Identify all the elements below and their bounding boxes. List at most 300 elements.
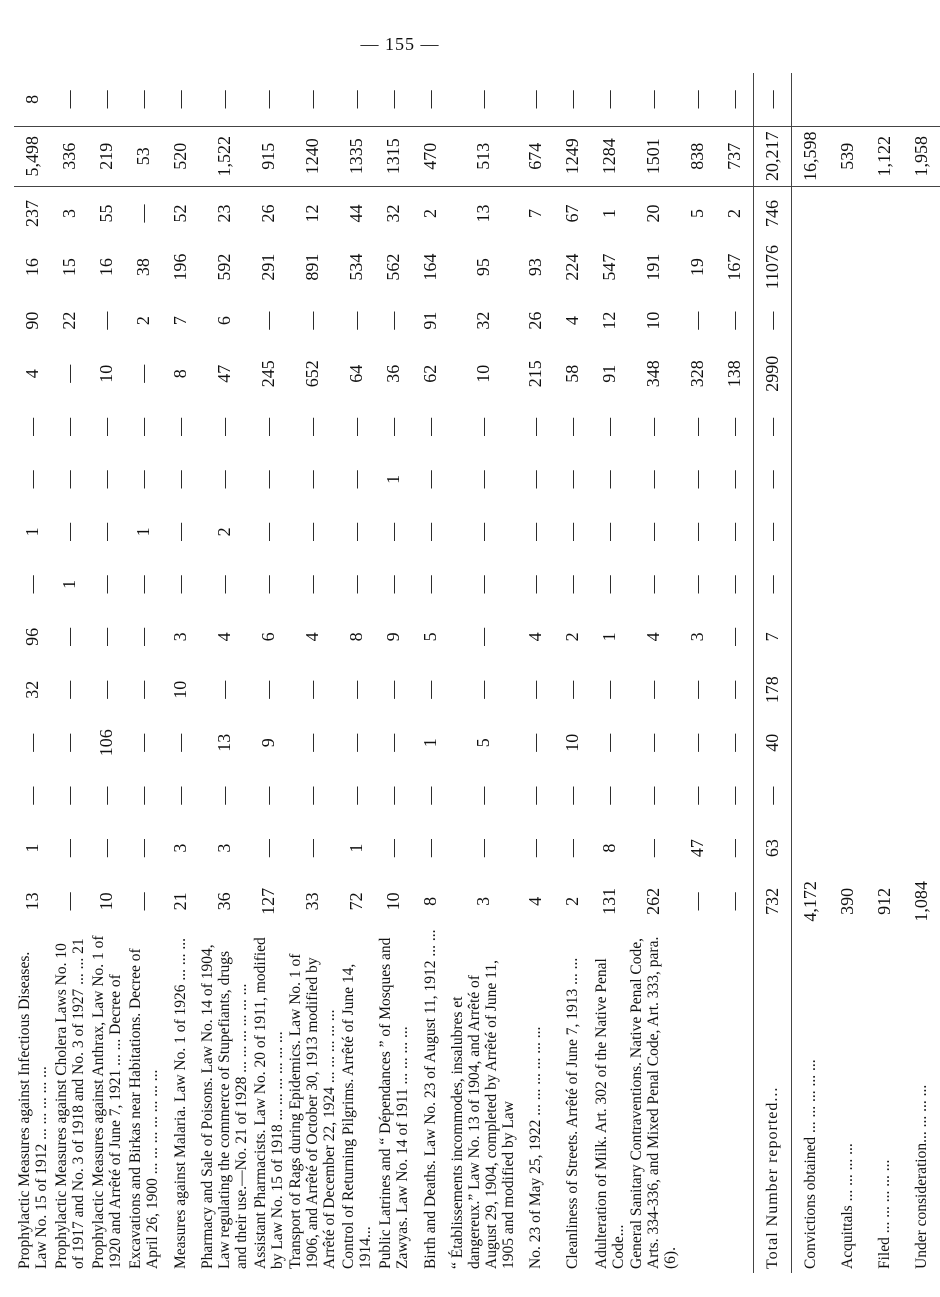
table-cell: — (754, 73, 792, 126)
table-cell: — (754, 453, 792, 506)
table-cell: — (754, 506, 792, 559)
table-cell: — (346, 522, 366, 541)
table-cell: — (302, 417, 322, 436)
table-cell: 10 (383, 892, 403, 911)
table-cell: 13 (22, 892, 42, 911)
table-cell: 10 (170, 680, 190, 699)
empty-cell (903, 822, 940, 875)
table-row (287, 73, 338, 1273)
empty-cell (866, 716, 903, 769)
table-cell: — (383, 786, 403, 805)
row-label: Excavations and Birkas near Habitations. Decree of April 26, 1900 ... ... ... ... ... ... ... (126, 948, 161, 1269)
table-cell: 245 (258, 360, 278, 388)
table-cell: — (724, 311, 744, 330)
table-row (591, 73, 628, 1273)
disposal-value-a: 1,084 (911, 881, 931, 922)
table-cell: 20 (643, 204, 663, 223)
table-cell: 53 (125, 126, 162, 186)
table-cell: 64 (346, 364, 366, 383)
table-cell: 47 (687, 839, 707, 858)
empty-cell (866, 294, 903, 347)
table-cell: — (96, 417, 116, 436)
table-cell: 1 (420, 738, 440, 748)
table-cell: 15 (59, 258, 79, 277)
table-cell: — (302, 311, 322, 330)
table-row (375, 73, 412, 1273)
table-cell: — (214, 90, 234, 109)
table-cell: 1335 (338, 126, 375, 186)
table-row (250, 73, 287, 1273)
table-cell: 1 (383, 474, 403, 484)
table-cell: — (525, 575, 545, 594)
table-cell: 21 (170, 892, 190, 911)
table-cell: — (525, 90, 545, 109)
table-cell: — (562, 786, 582, 805)
table-cell: 336 (51, 126, 88, 186)
table-cell: 3 (214, 843, 234, 853)
table-cell: — (96, 627, 116, 646)
table-cell: — (346, 311, 366, 330)
empty-cell (829, 401, 866, 454)
table-cell: — (687, 575, 707, 594)
table-cell: — (346, 470, 366, 489)
table-cell: — (420, 839, 440, 858)
table-cell: — (562, 417, 582, 436)
row-label: Prophylactic Measures against Anthrax, Law No. 1 of 1920 and Arrêté of June 7, 1921 ... ... Decree of (89, 935, 124, 1269)
table-cell: — (96, 522, 116, 541)
table-cell: 2 (420, 208, 440, 218)
table-cell: — (96, 470, 116, 489)
table-row (412, 73, 449, 1273)
table-cell: — (383, 680, 403, 699)
table-cell: 328 (687, 360, 707, 388)
table-cell: — (472, 90, 493, 109)
table-cell: 58 (562, 364, 582, 383)
table-cell: — (258, 839, 278, 858)
table-cell: 4 (525, 632, 545, 642)
empty-cell (903, 663, 940, 716)
table-cell: — (599, 575, 619, 594)
table-cell: 196 (170, 253, 190, 281)
table-row (338, 73, 375, 1273)
table-cell: 8 (420, 896, 440, 906)
disposal-label: Acquittals ... ... ... ... (839, 1143, 856, 1269)
empty-cell (903, 73, 940, 126)
disposal-row (829, 73, 866, 1273)
table-cell: — (599, 522, 619, 541)
table-cell: 732 (754, 874, 792, 928)
empty-cell (903, 401, 940, 454)
table-cell: 4 (214, 632, 234, 642)
table-cell: — (562, 90, 582, 109)
table-cell: 138 (724, 360, 744, 388)
row-label: Measures against Malaria. Law No. 1 of 1926 ... ... ... (172, 937, 189, 1269)
table-cell: 4 (525, 896, 545, 906)
empty-cell (903, 506, 940, 559)
table-cell: — (170, 522, 190, 541)
disposal-row (903, 73, 940, 1273)
table-cell: — (133, 786, 153, 805)
table-cell: 91 (420, 311, 440, 330)
table-cell: 1 (22, 843, 42, 853)
table-cell: — (525, 786, 545, 805)
table-cell: — (383, 575, 403, 594)
table-cell: 1315 (375, 126, 412, 186)
page-number: — 155 — (360, 34, 440, 54)
table-cell: 9 (258, 738, 278, 748)
empty-cell (829, 611, 866, 664)
table-cell: 26 (258, 204, 278, 223)
table-cell: — (302, 575, 322, 594)
disposal-value-a: 390 (837, 887, 857, 915)
table-cell: — (133, 839, 153, 858)
empty-cell (829, 294, 866, 347)
table-row (679, 73, 716, 1273)
table-cell: — (59, 680, 79, 699)
table-cell: — (170, 90, 190, 109)
table-cell: — (643, 680, 663, 699)
table-cell: — (302, 680, 322, 699)
table-cell: — (96, 575, 116, 594)
table-cell: — (258, 680, 278, 699)
disposal-row (866, 73, 903, 1273)
disposal-label: Filed ... ... ... ... ... (876, 1159, 893, 1269)
table-cell: 592 (214, 253, 234, 281)
disposal-label: Under consideration... ... ... ... (913, 1084, 930, 1269)
row-label: Control of Returning Pilgrims. Arrêté of June 14, 1914... (339, 963, 374, 1269)
empty-cell (829, 347, 866, 401)
empty-cell (829, 453, 866, 506)
table-cell: 90 (22, 311, 42, 330)
table-cell: 52 (170, 204, 190, 223)
table-cell: — (643, 839, 663, 858)
empty-cell (792, 73, 830, 126)
table-cell: 38 (133, 258, 153, 277)
table-cell: 127 (258, 887, 278, 915)
table-cell: — (96, 680, 116, 699)
table-cell: 4 (643, 632, 663, 642)
table-cell: 652 (302, 360, 322, 388)
table-cell: — (525, 417, 545, 436)
table-cell: — (724, 627, 744, 646)
row-label: Transport of Rags during Epidemics. Law No. 1 of 1906, and Arrêté of October 30, 1913 modified by Arrêté of December 22, 1924 ... ... ... ... ... (287, 953, 338, 1269)
table-row (125, 73, 162, 1273)
table-cell: — (525, 470, 545, 489)
table-cell: — (724, 892, 744, 911)
table-cell: 178 (754, 663, 792, 716)
table-cell: — (643, 90, 663, 109)
table-cell: 8 (346, 632, 366, 642)
empty-cell (829, 822, 866, 875)
table-cell: 562 (383, 253, 403, 281)
table-cell: — (258, 470, 278, 489)
table-cell: — (562, 680, 582, 699)
table-cell: — (472, 627, 493, 646)
table-cell: — (754, 558, 792, 611)
table-cell: 513 (449, 126, 517, 186)
table-cell: — (420, 522, 440, 541)
table-cell: 106 (96, 729, 116, 757)
row-label: Assistant Pharmacists. Law No. 20 of 1911, modified by Law No. 15 of 1918 ... ... ... ... ... ... (251, 937, 286, 1269)
table-cell: — (525, 733, 545, 752)
table-cell: — (59, 627, 79, 646)
table-cell: — (302, 470, 322, 489)
table-cell: 1 (599, 208, 619, 218)
table-cell: 96 (22, 627, 42, 646)
table-cell: 2990 (754, 347, 792, 401)
table-cell: 1284 (591, 126, 628, 186)
table-cell: 131 (599, 887, 619, 915)
table-cell: — (562, 575, 582, 594)
table-cell: — (525, 522, 545, 541)
table-cell: — (599, 90, 619, 109)
table-cell: 237 (22, 199, 42, 227)
table-cell: 63 (754, 822, 792, 875)
table-cell: — (724, 839, 744, 858)
table-cell: — (724, 522, 744, 541)
table-cell: 32 (383, 204, 403, 223)
table-cell: 3 (170, 632, 190, 642)
table-cell: — (133, 575, 153, 594)
table-cell: — (346, 680, 366, 699)
table-cell: — (687, 311, 707, 330)
table-cell: — (133, 204, 153, 223)
row-label: Prophylactic Measures against Cholera Laws No. 10 of 1917 and No. 3 of 1918 and No. 3 of 1927 ... ... 21 (52, 938, 87, 1269)
table-cell: — (420, 90, 440, 109)
table-row (449, 73, 517, 1273)
table-row (517, 73, 554, 1273)
empty-cell (792, 558, 830, 611)
empty-cell (866, 822, 903, 875)
table-cell: — (22, 417, 42, 436)
empty-cell (903, 769, 940, 822)
table-cell: 5 (687, 208, 707, 218)
table-cell: — (59, 786, 79, 805)
table-cell: — (170, 417, 190, 436)
table-cell: 164 (420, 253, 440, 281)
table-cell: — (346, 575, 366, 594)
table-cell: — (133, 364, 153, 383)
table-cell: — (214, 417, 234, 436)
empty-cell (792, 716, 830, 769)
table-cell: 2 (562, 632, 582, 642)
table-cell: — (724, 680, 744, 699)
table-cell: 3 (59, 208, 79, 218)
table-cell: 167 (724, 253, 744, 281)
table-cell: 44 (346, 204, 366, 223)
table-cell: — (302, 733, 322, 752)
table-cell: — (472, 786, 493, 805)
table-cell: 262 (643, 887, 663, 915)
table-cell: 891 (302, 253, 322, 281)
table-cell: — (754, 294, 792, 347)
table-cell: — (59, 470, 79, 489)
table-cell: — (562, 839, 582, 858)
table-cell: — (687, 786, 707, 805)
table-cell: 32 (472, 311, 493, 330)
table-cell: — (383, 733, 403, 752)
table-cell: 12 (599, 311, 619, 330)
table-cell: 13 (214, 733, 234, 752)
table-cell: 47 (214, 364, 234, 383)
table-cell: 22 (59, 311, 79, 330)
table-cell: — (687, 470, 707, 489)
table-cell: — (258, 786, 278, 805)
empty-cell (866, 186, 903, 240)
table-cell: 674 (517, 126, 554, 186)
table-cell: — (258, 575, 278, 594)
table-cell: 224 (562, 253, 582, 281)
empty-cell (829, 769, 866, 822)
table-cell: 2 (133, 316, 153, 326)
table-cell: — (687, 90, 707, 109)
table-cell: 13 (472, 204, 493, 223)
empty-cell (866, 453, 903, 506)
table-cell: — (724, 90, 744, 109)
empty-cell (792, 453, 830, 506)
table-cell: 520 (162, 126, 199, 186)
table-cell: — (724, 470, 744, 489)
table-cell: — (346, 733, 366, 752)
empty-cell (829, 558, 866, 611)
row-label (716, 928, 754, 1273)
empty-cell (866, 611, 903, 664)
table-cell: 1 (346, 843, 366, 853)
table-cell: 10 (643, 311, 663, 330)
table-cell: — (302, 839, 322, 858)
table-cell: — (687, 680, 707, 699)
empty-cell (866, 558, 903, 611)
table-cell: — (346, 90, 366, 109)
table-cell: — (599, 680, 619, 699)
table-cell: — (59, 522, 79, 541)
table-cell: — (724, 417, 744, 436)
table-cell: 3 (170, 843, 190, 853)
table-cell: — (170, 786, 190, 805)
table-cell: 19 (687, 258, 707, 277)
table-cell: — (472, 680, 493, 699)
empty-cell (792, 506, 830, 559)
table-row (554, 73, 591, 1273)
disposal-label: Convictions obtained ... ... ... ... ... (792, 928, 830, 1273)
table-cell: 915 (250, 126, 287, 186)
table-cell: 55 (96, 204, 116, 223)
table-cell: 3 (687, 632, 707, 642)
table-cell: 4 (22, 369, 42, 379)
empty-cell (866, 347, 903, 401)
empty-cell (903, 453, 940, 506)
table-cell: — (420, 575, 440, 594)
table-cell: 215 (525, 360, 545, 388)
table-cell: 8 (22, 94, 42, 104)
empty-cell (829, 716, 866, 769)
table-cell: — (383, 417, 403, 436)
table-cell: — (302, 522, 322, 541)
empty-cell (866, 240, 903, 294)
disposal-value-a: 912 (874, 887, 894, 915)
row-label: General Sanitary Contraventions. Native Penal Code, Arts. 334-336, and Mixed Penal Code, Art. 333, para. (6). (628, 936, 679, 1269)
table-row (88, 73, 125, 1273)
table-cell: 291 (258, 253, 278, 281)
empty-cell (792, 240, 830, 294)
table-cell: 2 (724, 208, 744, 218)
table-cell: — (96, 311, 116, 330)
table-cell: 12 (302, 204, 322, 223)
empty-cell (866, 769, 903, 822)
table-cell: 1 (59, 579, 79, 589)
table-cell: 20,217 (754, 126, 792, 186)
table-cell: — (59, 90, 79, 109)
table-cell: — (346, 417, 366, 436)
table-row (162, 73, 199, 1273)
table-cell: — (170, 733, 190, 752)
table-cell: — (22, 575, 42, 594)
table-cell: — (133, 90, 153, 109)
disposal-row (792, 73, 830, 1273)
table-cell: — (59, 839, 79, 858)
row-label: Cleanliness of Streets. Arrêté of June 7, 1913 ... ... (564, 957, 581, 1269)
table-cell: — (643, 417, 663, 436)
table-cell: — (472, 575, 493, 594)
table-cell: — (22, 786, 42, 805)
empty-cell (903, 294, 940, 347)
table-cell: — (754, 769, 792, 822)
table-cell: 93 (525, 258, 545, 277)
table-cell: — (22, 470, 42, 489)
table-row (716, 73, 754, 1273)
table-cell: 6 (258, 632, 278, 642)
empty-cell (792, 769, 830, 822)
table-cell: — (22, 733, 42, 752)
table-cell: 62 (420, 364, 440, 383)
table-cell: — (383, 839, 403, 858)
table-cell: — (133, 417, 153, 436)
table-cell: 1249 (554, 126, 591, 186)
disposal-value-b: 16,598 (792, 126, 830, 186)
table-cell: — (383, 90, 403, 109)
table-cell: 26 (525, 311, 545, 330)
table-cell: — (643, 575, 663, 594)
table-cell: 746 (754, 186, 792, 240)
table-cell: — (724, 575, 744, 594)
table-cell: — (562, 522, 582, 541)
table-cell: — (59, 364, 79, 383)
table-cell: — (420, 786, 440, 805)
empty-cell (792, 294, 830, 347)
table-cell: — (420, 417, 440, 436)
table-cell: 470 (412, 126, 449, 186)
table-cell: 5 (472, 738, 493, 748)
table-cell: 23 (214, 204, 234, 223)
table-cell: 1 (22, 527, 42, 537)
table-cell: — (258, 417, 278, 436)
table-cell: — (472, 839, 493, 858)
table-cell: — (472, 417, 493, 436)
table-cell: — (383, 311, 403, 330)
table-cell: 10 (472, 364, 493, 383)
table-cell: — (302, 90, 322, 109)
table-cell: — (214, 786, 234, 805)
table-cell: — (687, 733, 707, 752)
table-cell: 16 (22, 258, 42, 277)
table-cell: — (258, 522, 278, 541)
table-cell: — (687, 417, 707, 436)
table-cell: — (383, 522, 403, 541)
table-cell: — (420, 680, 440, 699)
row-label: Adulteration of Milk. Art. 302 of the Native Penal Code... (592, 958, 627, 1269)
table-cell: — (170, 575, 190, 594)
table-cell: 91 (599, 364, 619, 383)
